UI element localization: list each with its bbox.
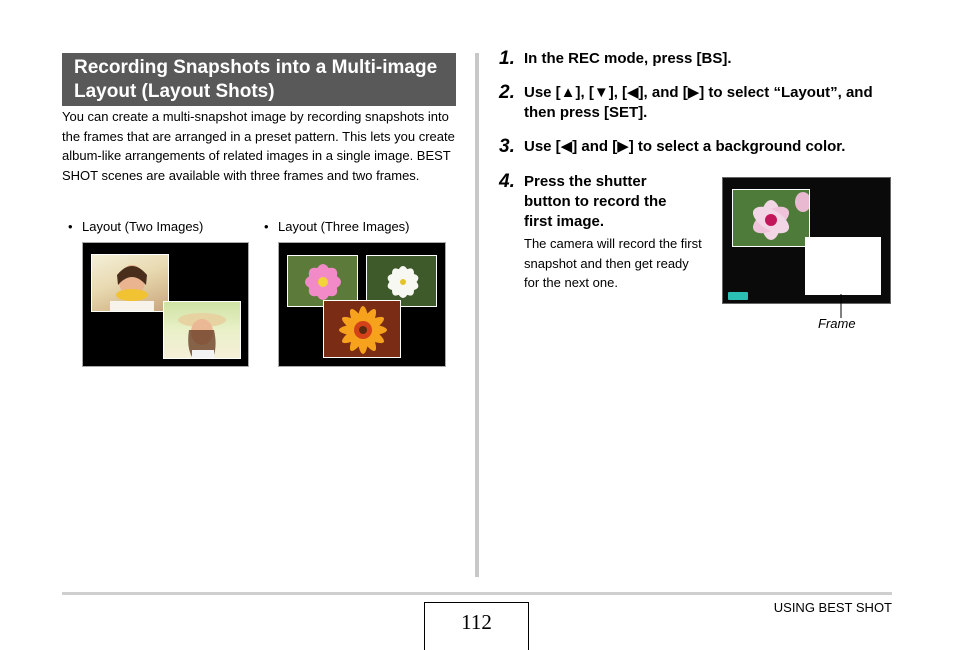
column-divider: [475, 53, 479, 577]
camera-screen-illustration: [722, 177, 891, 304]
intro-paragraph: You can create a multi-snapshot image by recording snapshots into the frames that are arranged in a preset pattern. This lets you create album-like arrangements of related images in a single image. BEST SHOT scenes are available with three frames and two frames.: [62, 109, 455, 183]
bullet-symbol: •: [68, 219, 73, 234]
three-image-layout-illustration: [278, 242, 446, 367]
bullet-label: Layout (Two Images): [82, 219, 204, 234]
two-image-layout-illustration: [82, 242, 249, 367]
photo-woman-hat: [163, 301, 241, 359]
bullet-symbol: •: [264, 219, 269, 234]
step-1-number: 1.: [499, 48, 515, 69]
step-1-text: In the REC mode, press [BS].: [524, 50, 732, 67]
page-number: 112: [424, 602, 529, 650]
footer-rule: [62, 592, 892, 595]
frame-pointer-line: [838, 294, 844, 318]
step-2-number: 2.: [499, 82, 515, 103]
footer-section-name: USING BEST SHOT: [773, 600, 892, 615]
photo-pink-flower: [732, 189, 810, 247]
battery-icon: [728, 292, 748, 300]
section-title: Recording Snapshots into a Multi-image Layout (Layout Shots): [62, 53, 456, 106]
step-3-number: 3.: [499, 136, 515, 157]
frame-label: Frame: [818, 316, 856, 331]
empty-frame: [805, 237, 881, 295]
step-4-description: The camera will record the first snapshot and then get ready for the next one.: [524, 236, 702, 290]
photo-gerbera-flower: [323, 300, 401, 358]
bullet-three-images: [264, 219, 410, 234]
bullet-two-images: [68, 219, 203, 234]
step-4-text: Press the shutter button to record the first image.: [524, 173, 667, 230]
step-2-text: Use [▲], [▼], [◀], and [▶] to select “Layout”, and then press [SET].: [524, 84, 873, 121]
step-4-number: 4.: [499, 171, 515, 192]
photo-woman-corn: [91, 254, 169, 312]
bullet-label: Layout (Three Images): [278, 219, 410, 234]
step-3-text: Use [◀] and [▶] to select a background color.: [524, 138, 846, 155]
